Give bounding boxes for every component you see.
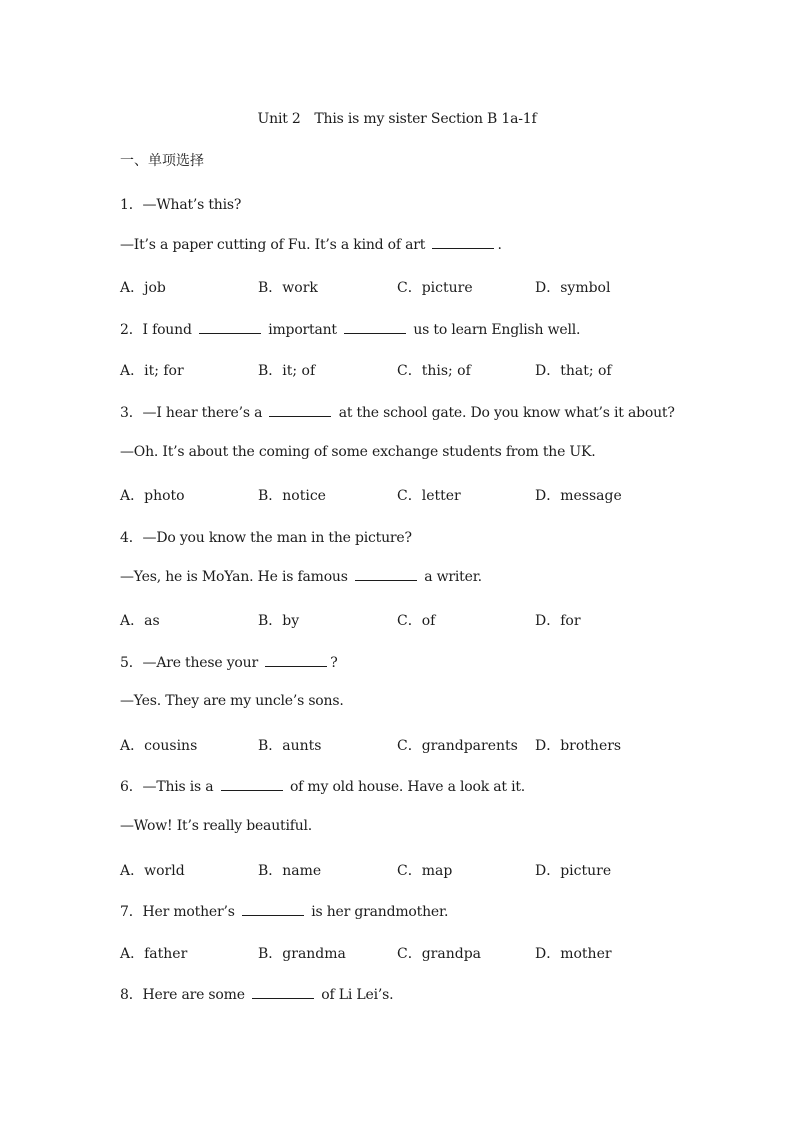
question-line (120, 444, 596, 460)
question-line (120, 568, 482, 585)
answer-blank (344, 321, 406, 334)
question-number: 7． (120, 904, 143, 921)
question-text: —Yes. They are my uncle’s sons. (120, 693, 344, 710)
answer-blank (269, 404, 331, 417)
answer-option: C．grandparents (397, 737, 518, 754)
question-text: a writer. (419, 569, 482, 586)
question-text: of Li Lei’s. (317, 987, 394, 1004)
answer-option: C．this; of (397, 363, 471, 380)
question-number: 2． (120, 321, 143, 338)
question-stem (120, 402, 675, 422)
answer-option: A．as (120, 613, 160, 629)
answer-blank (199, 321, 261, 334)
answer-option: D．that; of (535, 363, 612, 380)
answer-blank (242, 903, 304, 916)
question-stem (120, 652, 338, 672)
answer-option: B．it; of (258, 363, 316, 380)
question-text: of my old house. Have a look at it. (285, 779, 526, 796)
answer-option: C．picture (397, 280, 473, 297)
answer-option: A．world (120, 862, 185, 879)
question-number: 6． (120, 779, 143, 796)
answer-option: A．job (120, 280, 166, 297)
question-text: Her mother’s (142, 904, 239, 921)
question-text: —It’s a paper cutting of Fu. It’s a kind of art (120, 236, 430, 253)
question-number: 8． (120, 987, 143, 1004)
question-stem (120, 776, 525, 796)
question-line (120, 693, 344, 709)
question-number: 5． (120, 654, 143, 671)
question-text: —Yes, he is MoYan. He is famous (120, 569, 352, 586)
answer-option: A．it; for (120, 363, 184, 380)
answer-option: D．brothers (535, 737, 622, 754)
question-text: is her grandmother. (306, 904, 449, 921)
question-text: I found (142, 321, 196, 338)
question-text: —Are these your (142, 654, 263, 671)
answer-option: A．father (120, 945, 188, 962)
section-heading: 一、单项选择 (120, 153, 204, 169)
answer-blank (221, 778, 283, 791)
question-stem (120, 527, 412, 547)
answer-option: B．name (258, 862, 322, 879)
answer-option: C．of (397, 613, 436, 629)
answer-option: D．picture (535, 862, 612, 879)
question-line (120, 236, 502, 253)
question-stem (120, 194, 241, 214)
answer-blank (432, 236, 494, 249)
answer-blank (252, 986, 314, 999)
question-number: 3． (120, 405, 143, 421)
answer-blank (355, 568, 417, 581)
question-stem (120, 901, 448, 921)
answer-option: D．message (535, 488, 622, 505)
answer-option: A．cousins (120, 737, 198, 754)
question-number: 4． (120, 529, 143, 546)
answer-option: D．mother (535, 945, 612, 962)
answer-option: B．work (258, 280, 318, 297)
answer-option: C．letter (397, 488, 461, 505)
page-title: Unit 2 This is my sister Section B 1a-1f (257, 111, 537, 127)
answer-option: C．map (397, 862, 453, 879)
question-text: Here are some (142, 987, 250, 1004)
answer-option: B．notice (258, 488, 326, 505)
question-text: important (263, 321, 342, 338)
answer-option: A．photo (120, 488, 185, 505)
question-text: . (497, 236, 502, 253)
question-stem (120, 319, 580, 339)
question-text: —What’s this? (142, 197, 242, 213)
question-text: —Oh. It’s about the coming of some exchange students from the UK. (120, 443, 596, 460)
answer-option: D．for (535, 613, 581, 629)
answer-option: C．grandpa (397, 945, 481, 962)
answer-option: B．aunts (258, 737, 322, 754)
question-text: —Do you know the man in the picture? (142, 529, 412, 546)
question-text: —I hear there’s a (142, 405, 267, 421)
answer-option: D．symbol (535, 280, 611, 297)
question-text: at the school gate. Do you know what’s it about? (334, 405, 675, 421)
question-text: —Wow! It’s really beautiful. (120, 818, 313, 834)
answer-blank (265, 654, 327, 667)
answer-option: B．by (258, 613, 300, 629)
answer-option: B．grandma (258, 945, 346, 962)
question-text: ? (330, 654, 338, 671)
question-text: us to learn English well. (409, 321, 581, 338)
question-line (120, 818, 312, 834)
question-number: 1． (120, 197, 143, 213)
question-text: —This is a (142, 779, 218, 796)
question-stem (120, 984, 393, 1004)
